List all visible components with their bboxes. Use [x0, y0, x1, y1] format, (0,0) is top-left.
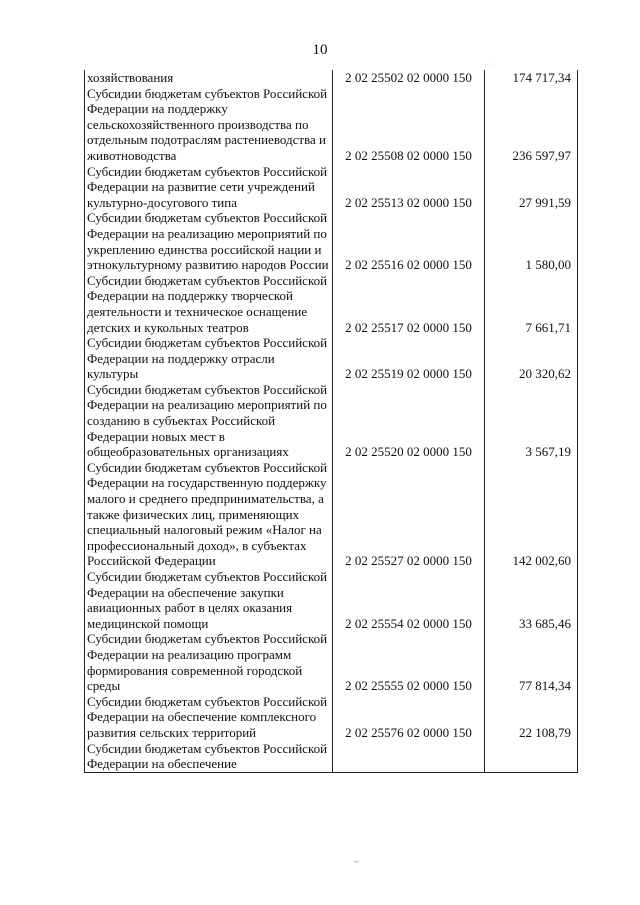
- row-amount: 1 580,00: [485, 210, 578, 272]
- row-budget-code: 2 02 25519 02 0000 150: [333, 335, 485, 382]
- scan-speck: ~: [354, 857, 359, 867]
- row-amount: 142 002,60: [485, 460, 578, 569]
- row-budget-code: 2 02 25554 02 0000 150: [333, 569, 485, 631]
- row-description: Субсидии бюджетам субъектов Российской Федерации на поддержку сельскохозяйственного производства по отдельным подотраслям растениеводства и животноводства: [85, 86, 333, 164]
- table-row: [85, 460, 578, 569]
- row-description: Субсидии бюджетам субъектов Российской Федерации на реализацию программ формирования современной городской среды: [85, 631, 333, 693]
- row-amount: 33 685,46: [485, 569, 578, 631]
- row-amount: 7 661,71: [485, 273, 578, 335]
- row-budget-code: 2 02 25508 02 0000 150: [333, 86, 485, 164]
- row-amount: [485, 741, 578, 773]
- row-budget-code: 2 02 25555 02 0000 150: [333, 631, 485, 693]
- row-description: Субсидии бюджетам субъектов Российской Федерации на развитие сети учреждений культурно-досугового типа: [85, 164, 333, 211]
- row-description: хозяйствования: [85, 70, 333, 86]
- budget-revenue-table: [84, 70, 578, 773]
- row-budget-code: 2 02 25576 02 0000 150: [333, 694, 485, 741]
- table-row: [85, 86, 578, 164]
- page-number: 10: [312, 42, 328, 58]
- row-amount: 236 597,97: [485, 86, 578, 164]
- row-description: Субсидии бюджетам субъектов Российской Федерации на обеспечение: [85, 741, 333, 773]
- table-row: [85, 70, 578, 86]
- row-amount: 20 320,62: [485, 335, 578, 382]
- row-budget-code: 2 02 25516 02 0000 150: [333, 210, 485, 272]
- row-description: Субсидии бюджетам субъектов Российской Федерации на государственную поддержку малого и среднего предпринимательства, а также физических лиц, применяющих специальный налоговый режим «Налог на профессиональный доход», в субъектах Российской Федерации: [85, 460, 333, 569]
- table-row: [85, 741, 578, 773]
- row-amount: 77 814,34: [485, 631, 578, 693]
- table-row: [85, 273, 578, 335]
- row-description: Субсидии бюджетам субъектов Российской Федерации на поддержку отрасли культуры: [85, 335, 333, 382]
- row-amount: 3 567,19: [485, 382, 578, 460]
- table-row: [85, 164, 578, 211]
- scan-speck: ·: [489, 60, 492, 69]
- row-budget-code: [333, 741, 485, 773]
- row-budget-code: 2 02 25527 02 0000 150: [333, 460, 485, 569]
- table-row: [85, 694, 578, 741]
- row-amount: 174 717,34: [485, 70, 578, 86]
- row-budget-code: 2 02 25517 02 0000 150: [333, 273, 485, 335]
- table-row: [85, 569, 578, 631]
- row-description: Субсидии бюджетам субъектов Российской Федерации на поддержку творческой деятельности и техническое оснащение детских и кукольных театров: [85, 273, 333, 335]
- row-description: Субсидии бюджетам субъектов Российской Федерации на реализацию мероприятий по укреплению единства российской нации и этнокультурному развитию народов России: [85, 210, 333, 272]
- row-description: Субсидии бюджетам субъектов Российской Федерации на обеспечение комплексного развития сельских территорий: [85, 694, 333, 741]
- row-amount: 27 991,59: [485, 164, 578, 211]
- table-row: [85, 335, 578, 382]
- row-budget-code: 2 02 25520 02 0000 150: [333, 382, 485, 460]
- row-amount: 22 108,79: [485, 694, 578, 741]
- row-description: Субсидии бюджетам субъектов Российской Федерации на реализацию мероприятий по созданию в субъектах Российской Федерации новых мест в общеобразовательных организациях: [85, 382, 333, 460]
- row-description: Субсидии бюджетам субъектов Российской Федерации на обеспечение закупки авиационных работ в целях оказания медицинской помощи: [85, 569, 333, 631]
- table-row: [85, 382, 578, 460]
- table-row: [85, 631, 578, 693]
- table-row: [85, 210, 578, 272]
- row-budget-code: 2 02 25513 02 0000 150: [333, 164, 485, 211]
- row-budget-code: 2 02 25502 02 0000 150: [333, 70, 485, 86]
